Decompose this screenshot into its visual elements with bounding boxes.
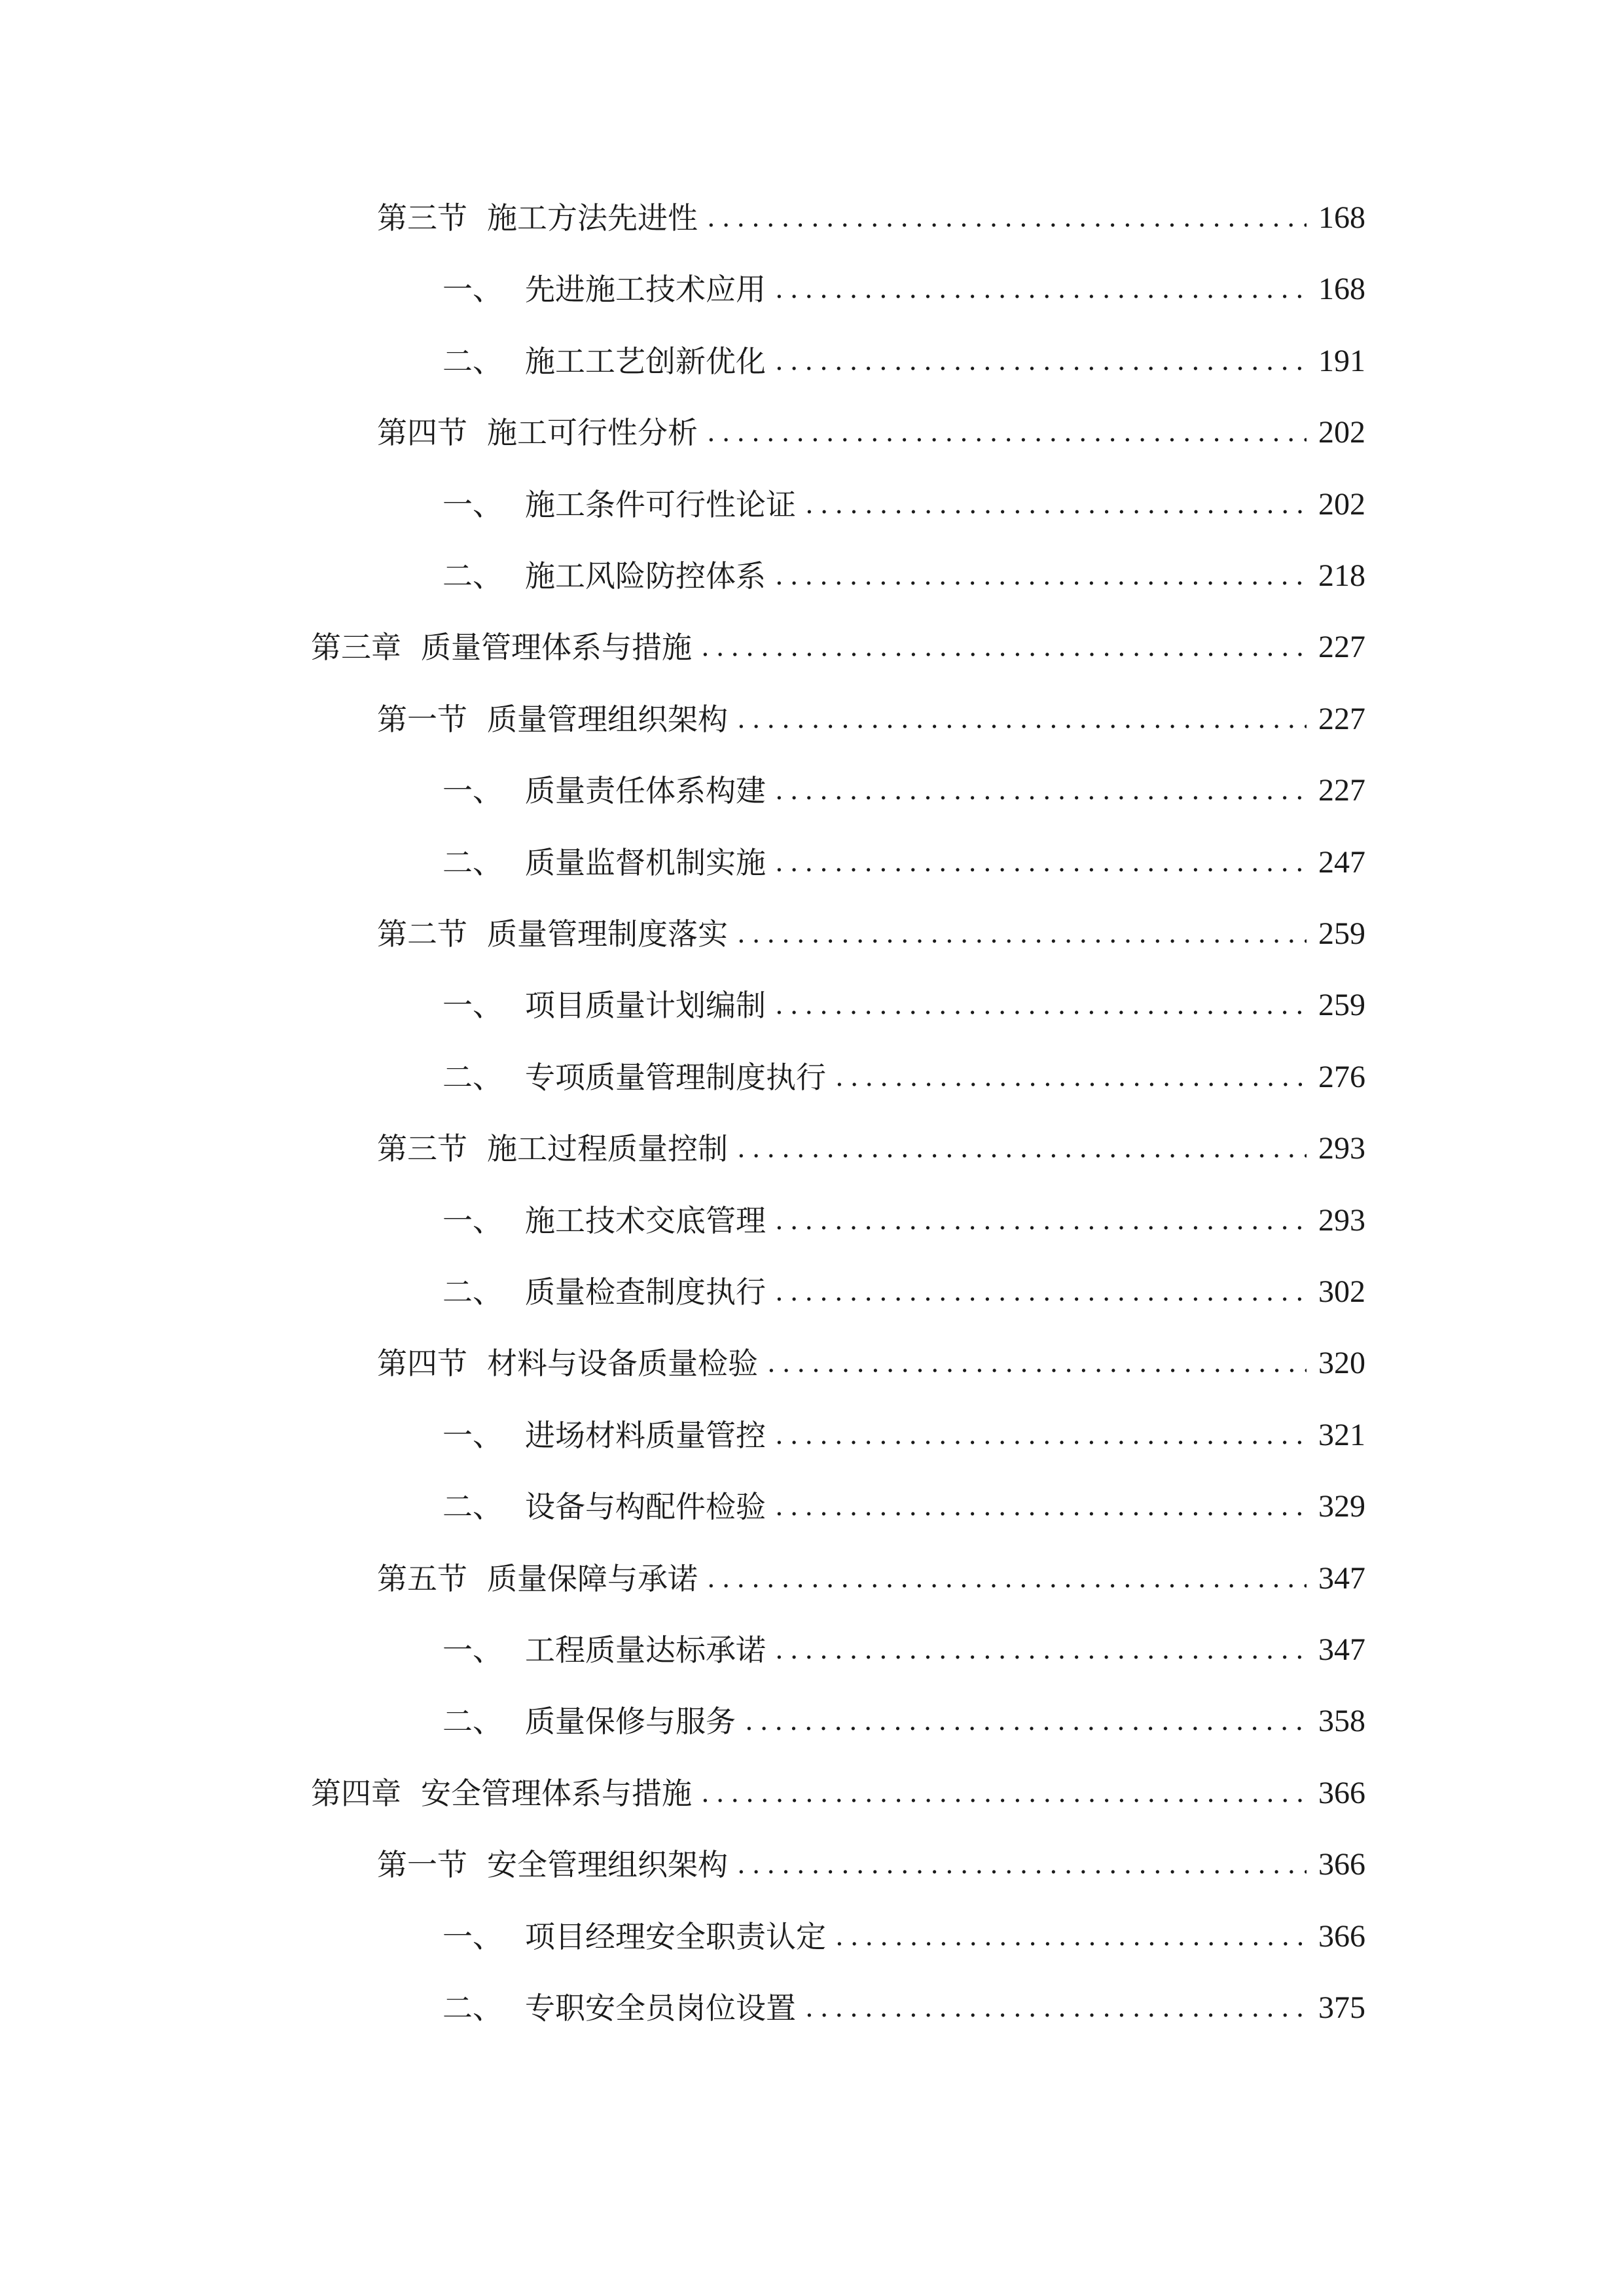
dot-leader [805,1988,1307,2028]
toc-entry-label [442,1988,796,2028]
toc-entry-label [311,628,692,667]
toc-entry-page-number: 302 [1318,1274,1365,1309]
toc-entry-title: 工程质量达标承诺 [525,1632,766,1668]
toc-entry-label [442,1702,736,1741]
toc-entry-title: 施工可行性分析 [487,415,698,450]
dot-leader [745,1702,1307,1741]
dot-leader [737,1845,1307,1884]
toc-entry-label [377,1129,728,1168]
toc-entry-title: 质量保修与服务 [525,1704,736,1739]
toc-entry-label [377,413,698,452]
toc-entry-page-number: 366 [1318,1776,1365,1810]
toc-entry-number: 第四节 [377,1346,467,1381]
toc-entry[interactable] [442,986,1365,1025]
toc-entry-label [442,1917,826,1956]
toc-entry[interactable] [377,1845,1365,1884]
dot-leader [707,413,1307,452]
toc-entry-label [377,1845,728,1884]
toc-entry[interactable] [377,1129,1365,1168]
toc-entry-label [442,843,766,882]
toc-entry-number: 第五节 [377,1561,467,1596]
toc-entry[interactable] [442,1917,1365,1956]
toc-entry-title: 施工方法先进性 [487,200,698,236]
toc-entry-title: 质量检查制度执行 [525,1274,766,1310]
toc-entry-page-number: 320 [1318,1346,1365,1380]
toc-entry-title: 质量保障与承诺 [487,1561,698,1596]
toc-entry-title: 安全管理组织架构 [487,1847,728,1882]
toc-entry[interactable] [442,771,1365,810]
toc-entry-number: 一、 [442,1418,503,1453]
toc-entry-title: 施工过程质量控制 [487,1131,728,1166]
toc-entry-page-number: 191 [1318,344,1365,378]
toc-entry-number: 第二节 [377,916,467,952]
dot-leader [835,1917,1307,1956]
toc-entry-label [311,1774,692,1813]
toc-entry-label [377,700,728,739]
toc-entry[interactable] [442,1487,1365,1526]
toc-entry-title: 设备与构配件检验 [525,1489,766,1524]
toc-entry[interactable] [442,1630,1365,1670]
dot-leader [775,771,1307,810]
toc-entry-page-number: 168 [1318,200,1365,235]
toc-entry-title: 专职安全员岗位设置 [525,1990,796,2026]
toc-entry-page-number: 227 [1318,630,1365,664]
toc-entry-title: 质量监督机制实施 [525,845,766,880]
toc-entry-title: 项目质量计划编制 [525,988,766,1023]
toc-entry-number: 第三节 [377,200,467,236]
toc-entry-number: 一、 [442,1632,503,1668]
toc-entry-label [442,270,766,309]
toc-entry-title: 材料与设备质量检验 [487,1346,758,1381]
toc-entry-title: 进场材料质量管控 [525,1418,766,1453]
toc-entry[interactable] [442,556,1365,596]
toc-entry-label [442,1630,766,1670]
toc-entry-number: 二、 [442,558,503,594]
toc-entry-label [442,1487,766,1526]
toc-entry-title: 专项质量管理制度执行 [525,1060,826,1095]
toc-entry-title: 先进施工技术应用 [525,272,766,307]
toc-entry-label [442,1201,766,1240]
toc-entry-page-number: 293 [1318,1203,1365,1238]
toc-entry-page-number: 347 [1318,1561,1365,1596]
toc-entry-number: 一、 [442,1203,503,1238]
toc-entry[interactable] [442,1272,1365,1312]
toc-entry-label [442,556,766,596]
toc-entry-title: 项目经理安全职责认定 [525,1919,826,1954]
toc-entry-label [377,198,698,238]
toc-entry-page-number: 202 [1318,487,1365,522]
dot-leader [775,342,1307,381]
toc-entry-page-number: 358 [1318,1704,1365,1738]
toc-entry-label [442,986,766,1025]
toc-entry-number: 一、 [442,773,503,808]
toc-entry-page-number: 202 [1318,415,1365,450]
dot-leader [767,1344,1307,1383]
toc-entry-page-number: 329 [1318,1489,1365,1524]
toc-entry-page-number: 259 [1318,916,1365,951]
toc-entry[interactable] [442,342,1365,381]
toc-entry-title: 质量管理制度落实 [487,916,728,952]
toc-entry-title: 安全管理体系与措施 [421,1776,692,1811]
toc-entry-label [442,1272,766,1312]
dot-leader [775,1201,1307,1240]
toc-entry-label [377,914,728,954]
toc-entry-label [377,1559,698,1598]
toc-entry-label [442,342,766,381]
toc-entry-page-number: 218 [1318,558,1365,593]
toc-entry-label [442,1058,826,1097]
toc-entry[interactable] [442,270,1365,309]
toc-entry-number: 二、 [442,845,503,880]
toc-entry-title: 施工工艺创新优化 [525,344,766,379]
toc-entry-number: 第三章 [311,630,401,665]
dot-leader [701,1774,1307,1813]
toc-entry-page-number: 366 [1318,1919,1365,1954]
toc-entry-label [442,771,766,810]
toc-entry-number: 一、 [442,988,503,1023]
dot-leader [775,843,1307,882]
toc-entry-title: 质量管理组织架构 [487,702,728,737]
dot-leader [775,556,1307,596]
toc-entry[interactable] [442,1416,1365,1455]
dot-leader [775,1416,1307,1455]
toc-entry[interactable] [311,628,1365,667]
toc-entry-page-number: 276 [1318,1060,1365,1094]
toc-entry-number: 一、 [442,272,503,307]
toc-entry[interactable] [377,1559,1365,1598]
toc-entry-label [442,485,796,524]
dot-leader [775,986,1307,1025]
toc-entry[interactable] [377,413,1365,452]
toc-entry-page-number: 366 [1318,1847,1365,1882]
dot-leader [775,270,1307,309]
toc-entry[interactable] [442,485,1365,524]
toc-entry-number: 第三节 [377,1131,467,1166]
toc-entry-number: 第一节 [377,1847,467,1882]
toc-entry-title: 施工条件可行性论证 [525,487,796,522]
toc-entry-title: 质量管理体系与措施 [421,630,692,665]
toc-entry-page-number: 227 [1318,702,1365,736]
toc-entry-number: 二、 [442,1990,503,2026]
toc-entry-number: 一、 [442,487,503,522]
toc-entry-title: 施工风险防控体系 [525,558,766,594]
dot-leader [737,914,1307,954]
dot-leader [805,485,1307,524]
toc-entry-number: 第四章 [311,1776,401,1811]
toc-entry-number: 第一节 [377,702,467,737]
toc-entry-number: 二、 [442,1704,503,1739]
toc-entry-number: 第四节 [377,415,467,450]
toc-entry-number: 一、 [442,1919,503,1954]
toc-entry-number: 二、 [442,344,503,379]
toc-entry[interactable] [377,700,1365,739]
dot-leader [707,198,1307,238]
toc-entry-label [377,1344,758,1383]
dot-leader [775,1272,1307,1312]
dot-leader [737,700,1307,739]
toc-entry-title: 质量责任体系构建 [525,773,766,808]
dot-leader [835,1058,1307,1097]
toc-entry-page-number: 347 [1318,1632,1365,1667]
dot-leader [707,1559,1307,1598]
toc-entry-label [442,1416,766,1455]
dot-leader [737,1129,1307,1168]
toc-entry[interactable] [311,1774,1365,1813]
toc-entry-page-number: 293 [1318,1131,1365,1166]
toc-entry[interactable] [442,843,1365,882]
toc-entry[interactable] [442,1058,1365,1097]
dot-leader [775,1630,1307,1670]
toc-entry-number: 二、 [442,1489,503,1524]
toc-entry[interactable] [442,1702,1365,1741]
toc-entry[interactable] [442,1988,1365,2028]
toc-entry-page-number: 375 [1318,1990,1365,2025]
toc-entry-page-number: 247 [1318,845,1365,880]
toc-entry-title: 施工技术交底管理 [525,1203,766,1238]
toc-entry-page-number: 321 [1318,1418,1365,1452]
toc-entry[interactable] [442,1201,1365,1240]
toc-entry[interactable] [377,198,1365,238]
dot-leader [775,1487,1307,1526]
toc-entry-page-number: 259 [1318,988,1365,1022]
toc-entry[interactable] [377,1344,1365,1383]
toc-entry[interactable] [377,914,1365,954]
dot-leader [701,628,1307,667]
toc-entry-page-number: 227 [1318,773,1365,808]
toc-entry-number: 二、 [442,1274,503,1310]
toc-entry-number: 二、 [442,1060,503,1095]
toc-entry-page-number: 168 [1318,272,1365,306]
